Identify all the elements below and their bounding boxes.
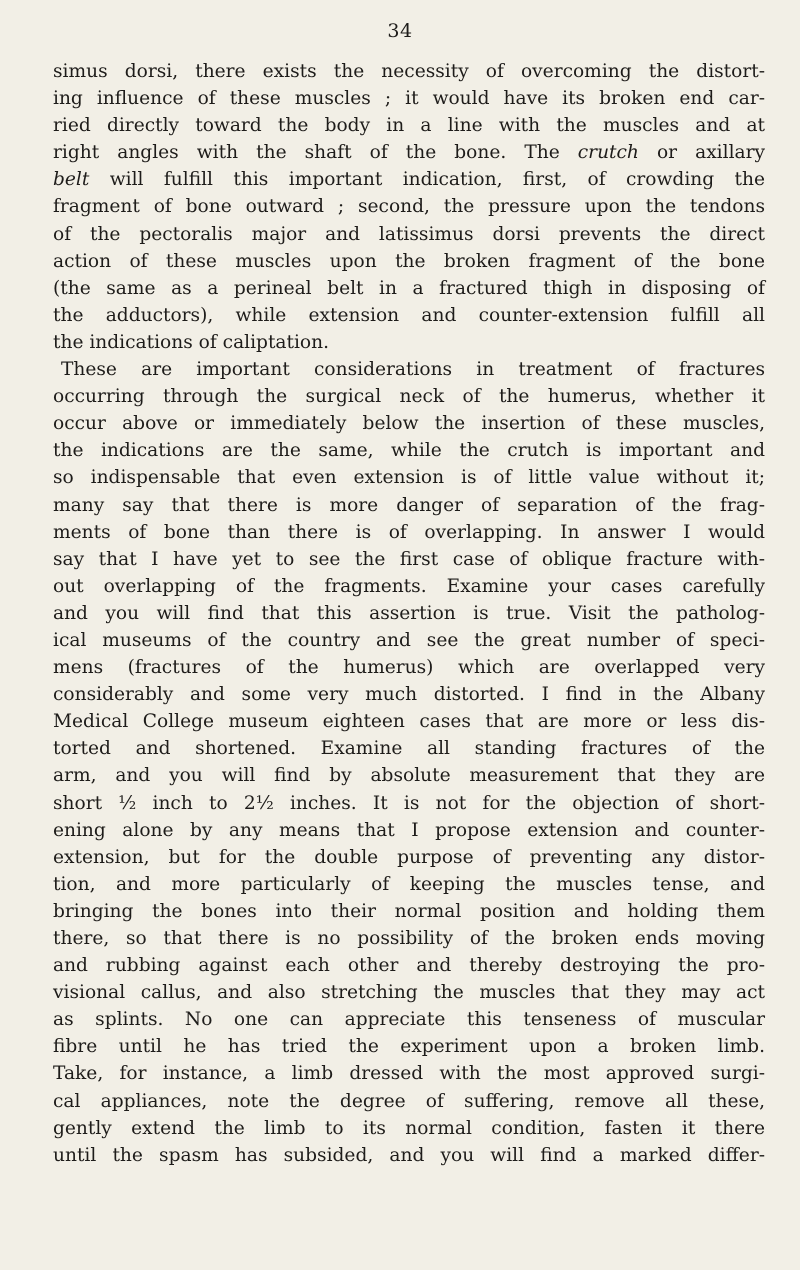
text-line: there, so that there is no possibility of the broken ends moving <box>53 928 765 949</box>
text-line: of the pectoralis major and latissimus dorsi prevents the direct <box>53 223 765 245</box>
text-line: the indications of caliptation. <box>53 331 330 353</box>
italic-term: belt <box>53 169 90 191</box>
text-line: occur above or immediately below the insertion of these muscles, <box>53 413 765 435</box>
text-line: ments of bone than there is of overlapping. In answer I would <box>53 521 765 543</box>
italic-term: crutch <box>577 142 639 164</box>
text-line: right angles with the shaft of the bone. The crutch or axillary <box>53 142 765 164</box>
text-line: fibre until he has tried the experiment upon a broken limb. <box>53 1036 765 1058</box>
text-line: short ½ inch to 2½ inches. It is not for the objection of short- <box>53 792 765 814</box>
text-line: cal appliances, note the degree of suffering, remove all these, <box>53 1090 765 1112</box>
text-line: say that I have yet to see the first case of oblique fracture with- <box>53 548 765 570</box>
text-line: mens (fractures of the humerus) which are overlapped very <box>53 657 765 679</box>
text-line: bringing the bones into their normal position and holding them <box>53 900 765 922</box>
page-number: 34 <box>387 20 413 42</box>
text-line: ing influence of these muscles ; it would have its broken end car- <box>53 88 765 110</box>
text-line: extension, but for the double purpose of preventing any distor- <box>53 846 765 868</box>
text-line: considerably and some very much distorted. I find in the Albany <box>53 684 765 706</box>
text-line: occurring through the surgical neck of the humerus, whether it <box>53 386 765 408</box>
text-line: simus dorsi, there exists the necessity of overcoming the distort- <box>53 61 765 82</box>
text-line: fragment of bone outward ; second, the pressure upon the tendons <box>53 196 765 218</box>
text-line: the adductors), while extension and counter-extension fulfill all <box>53 304 765 326</box>
text-line: many say that there is more danger of separation of the frag- <box>53 494 765 516</box>
text-line: tion, and more particularly of keeping the muscles tense, and <box>53 873 765 895</box>
text-line: so indispensable that even extension is of little value without it; <box>53 467 765 489</box>
text-line: ical museums of the country and see the great number of speci- <box>53 629 765 651</box>
text-line: out overlapping of the fragments. Examine your cases carefully <box>53 575 765 597</box>
text-line: arm, and you will find by absolute measurement that they are <box>53 765 765 787</box>
text-line: These are important considerations in treatment of fractures <box>61 359 765 381</box>
text-line: and rubbing against each other and thereby destroying the pro- <box>53 955 765 977</box>
text-line: the indications are the same, while the crutch is important and <box>53 440 765 462</box>
text-line: (the same as a perineal belt in a fractured thigh in disposing of <box>53 277 765 299</box>
text-line: Take, for instance, a limb dressed with the most approved surgi- <box>53 1063 765 1085</box>
text-line: as splints. No one can appreciate this tenseness of muscular <box>53 1009 765 1031</box>
text-line: torted and shortened. Examine all standing fractures of the <box>53 738 765 760</box>
text-line: and you will find that this assertion is true. Visit the patholog- <box>53 602 765 624</box>
text-line: until the spasm has subsided, and you will find a marked differ- <box>53 1144 765 1166</box>
text-line: ening alone by any means that I propose extension and counter- <box>53 819 765 841</box>
text-line: ried directly toward the body in a line with the muscles and at <box>53 115 765 137</box>
text-line: visional callus, and also stretching the muscles that they may act <box>53 982 765 1004</box>
text-line: belt will fulfill this important indication, first, of crowding the <box>53 169 765 191</box>
text-line: action of these muscles upon the broken fragment of the bone <box>53 250 765 272</box>
text-line: gently extend the limb to its normal condition, fasten it there <box>53 1117 765 1139</box>
body-text <box>53 58 765 1169</box>
text-line: Medical College museum eighteen cases that are more or less dis- <box>53 711 765 733</box>
